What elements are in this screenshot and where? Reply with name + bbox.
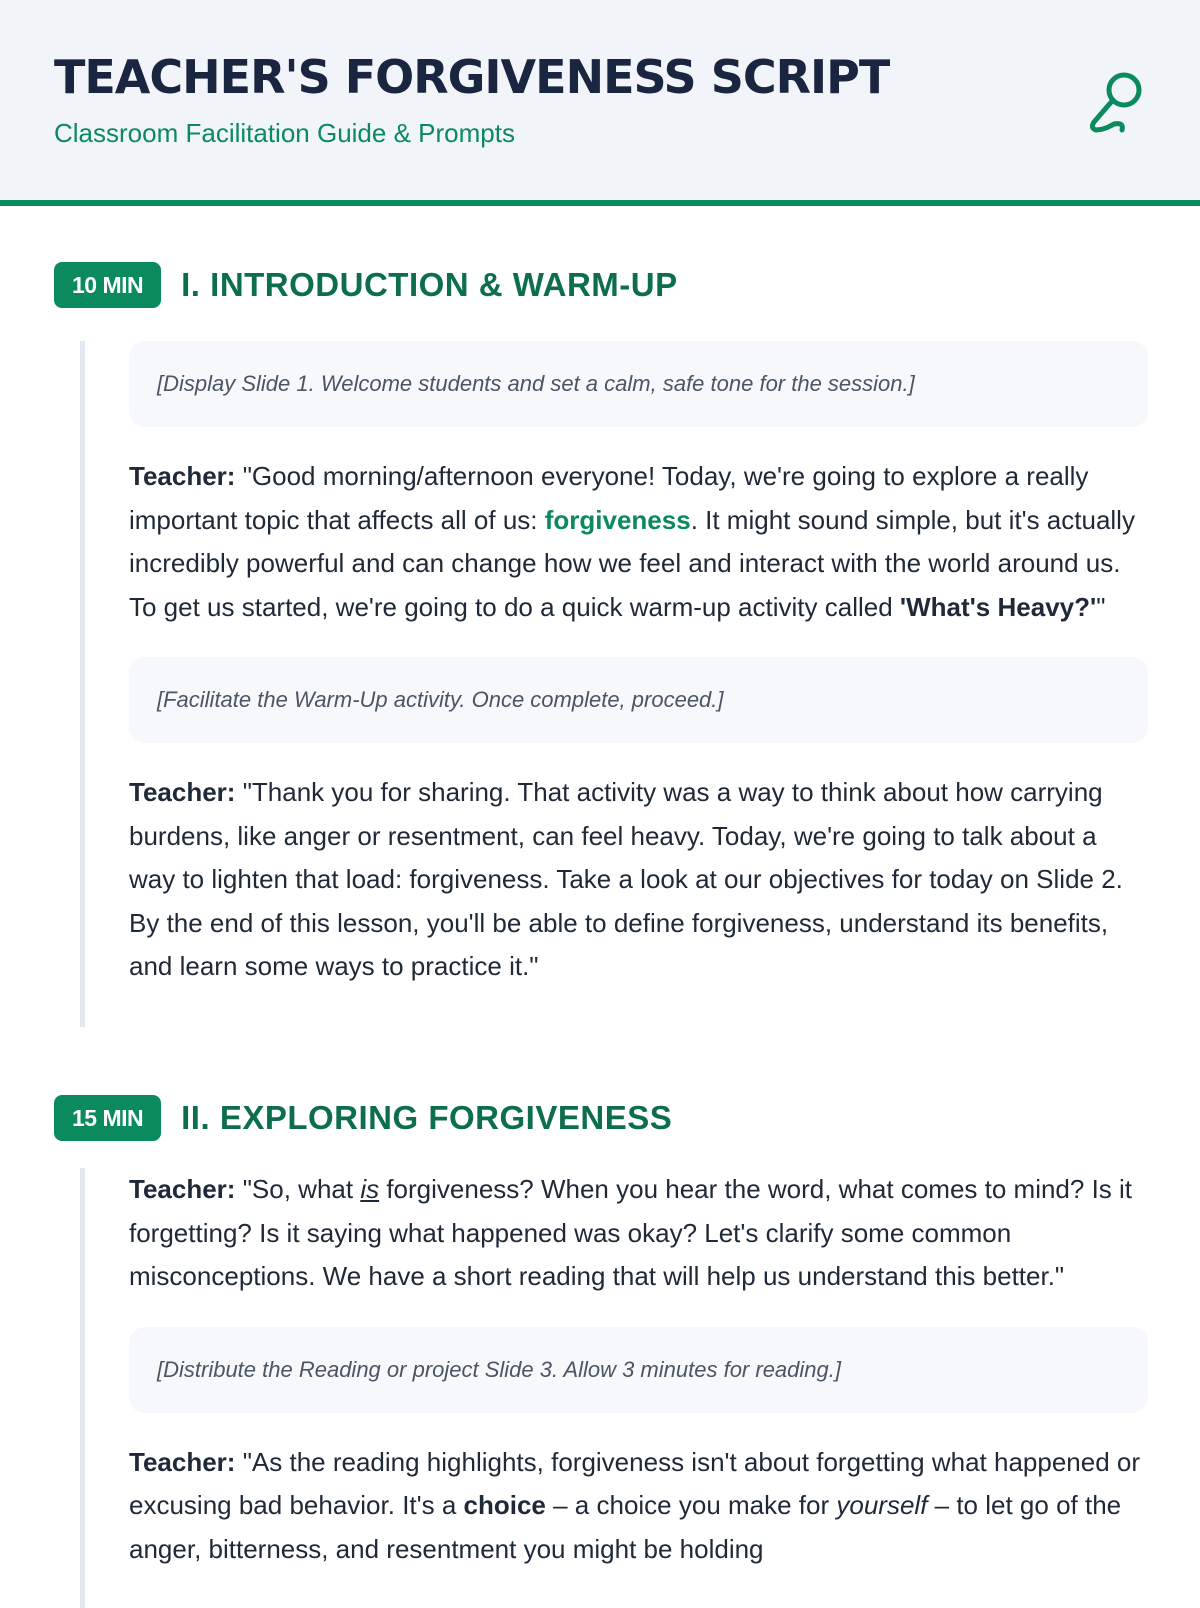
section-title: II. EXPLORING FORGIVENESS <box>181 1099 673 1136</box>
section-body <box>80 341 1148 1027</box>
teacher-line <box>129 1168 1148 1299</box>
page-header <box>0 0 1200 206</box>
line-text: – to let go of the anger, bitterness, and resentment you might be holding <box>129 1490 1122 1564</box>
line-text: – a choice you make for <box>545 1490 837 1520</box>
microphone-icon <box>1084 66 1148 136</box>
line-text: "Good morning/afternoon everyone! Today, we're going to explore a really important topic that affects all of us: <box>129 461 1089 535</box>
line-text: "Thank you for sharing. That activity was a way to think about how carrying burdens, like anger or resentment, can feel heavy. Today, we're going to talk about a way to lighten that load: forgiveness. Take a look at our objectives for today on Slide 2. By the end of this lesson, you'll be able to define forgiveness, understand its benefits, and learn some ways to practice it." <box>129 777 1123 981</box>
line-text: forgiveness? When you hear the word, what comes to mind? Is it forgetting? Is it saying what happened was okay? Let's clarify some common misconceptions. We have a short reading that will help us understand this better." <box>129 1174 1133 1291</box>
time-badge: 10 MIN <box>54 262 161 308</box>
stage-direction: [Facilitate the Warm-Up activity. Once complete, proceed.] <box>129 657 1148 743</box>
line-text: "As the reading highlights, forgiveness isn't about forgetting what happened or excusing bad behavior. It's a <box>129 1446 1141 1520</box>
time-badge: 15 MIN <box>54 1095 161 1141</box>
section-heading <box>54 1095 672 1141</box>
teacher-line <box>129 1441 1148 1572</box>
speaker-label: Teacher: <box>129 777 236 807</box>
line-text: . It might sound simple, but it's actually incredibly powerful and can change how we feel and interact with the world around us. To get us started, we're going to do a quick warm-up activity called <box>129 504 1135 622</box>
section-heading <box>54 262 678 308</box>
activity-name: 'What's Heavy?' <box>899 591 1097 622</box>
emphasis-word: yourself <box>836 1490 928 1520</box>
document-title: TEACHER'S FORGIVENESS SCRIPT <box>54 50 890 104</box>
emphasis-word: choice <box>463 1490 546 1520</box>
document-subtitle: Classroom Facilitation Guide & Prompts <box>54 118 515 148</box>
teacher-line <box>129 455 1148 629</box>
stage-direction: [Display Slide 1. Welcome students and set a calm, safe tone for the session.] <box>129 341 1148 427</box>
emphasis-word: is <box>360 1174 380 1204</box>
speaker-label: Teacher: <box>129 1446 236 1477</box>
section-title: I. INTRODUCTION & WARM-UP <box>181 266 678 303</box>
line-text: "So, what <box>242 1174 361 1204</box>
speaker-label: Teacher: <box>129 461 236 491</box>
highlight-keyword: forgiveness <box>544 504 691 535</box>
teacher-line <box>129 771 1148 989</box>
section-body <box>80 1168 1148 1608</box>
stage-direction: [Distribute the Reading or project Slide 3. Allow 3 minutes for reading.] <box>129 1327 1148 1413</box>
line-text: " <box>1096 591 1106 622</box>
speaker-label: Teacher: <box>129 1174 236 1204</box>
